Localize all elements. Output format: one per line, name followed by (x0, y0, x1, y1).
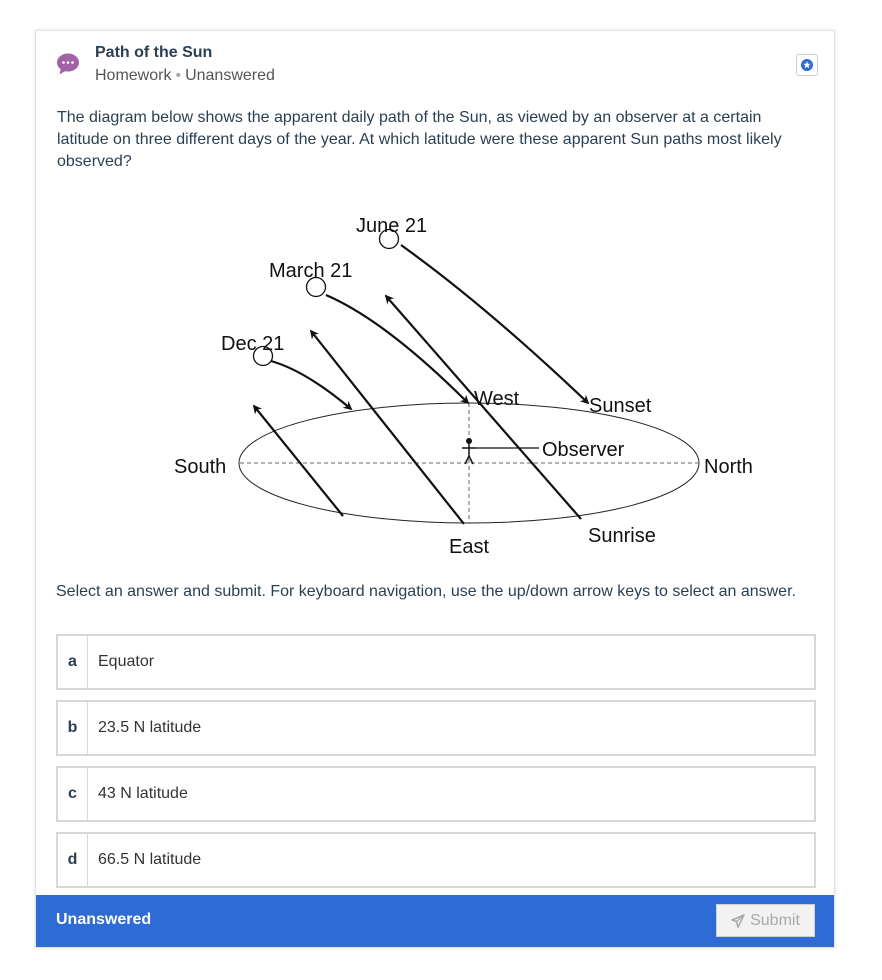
option-letter: b (58, 702, 88, 754)
option-letter: c (58, 768, 88, 820)
submission-bar (36, 895, 834, 947)
label-west: West (474, 388, 520, 410)
page-title: Path of the Sun (95, 44, 213, 61)
state-label: Unanswered (185, 67, 275, 84)
label-north: North (704, 456, 753, 478)
answer-option-a[interactable] (56, 634, 816, 690)
label-march: March 21 (269, 260, 353, 282)
option-text: 66.5 N latitude (98, 851, 202, 868)
send-icon (731, 914, 745, 928)
answer-option-d[interactable] (56, 832, 816, 888)
label-east: East (449, 536, 490, 558)
answer-status: Unanswered (56, 911, 152, 928)
answer-option-b[interactable] (56, 700, 816, 756)
breadcrumb (95, 67, 275, 85)
answer-option-c[interactable] (56, 766, 816, 822)
june-path-set (401, 245, 588, 403)
card-header (36, 31, 834, 101)
separator-dot: • (175, 67, 182, 84)
instructions-text: Select an answer and submit. For keyboard navigation, use the up/down arrow keys to select an answer. (56, 583, 796, 600)
submit-button[interactable] (716, 904, 815, 937)
option-letter: d (58, 834, 88, 886)
label-sunset: Sunset (589, 395, 652, 417)
bookmark-button[interactable] (796, 54, 818, 76)
option-text: Equator (98, 653, 155, 670)
question-card (35, 30, 835, 948)
label-june: June 21 (356, 215, 428, 237)
sun-paths (254, 245, 588, 524)
option-text: 23.5 N latitude (98, 719, 202, 736)
chat-bubble-icon (56, 52, 80, 76)
label-observer: Observer (542, 439, 625, 461)
label-dec: Dec 21 (221, 333, 285, 355)
category-label: Homework (95, 67, 172, 84)
dec-path-set (271, 361, 351, 409)
march-path-set (326, 295, 468, 403)
star-badge-icon (801, 59, 813, 71)
option-letter: a (58, 636, 88, 688)
submit-label: Submit (750, 911, 800, 929)
label-south: South (174, 456, 227, 478)
label-sunrise: Sunrise (588, 525, 656, 547)
option-text: 43 N latitude (98, 785, 188, 802)
sun-path-diagram (131, 206, 781, 566)
question-text: The diagram below shows the apparent daily path of the Sun, as viewed by an observer at a certain latitude on three different days of the year. At which latitude were these apparent Sun paths most likely observed? (57, 109, 782, 170)
